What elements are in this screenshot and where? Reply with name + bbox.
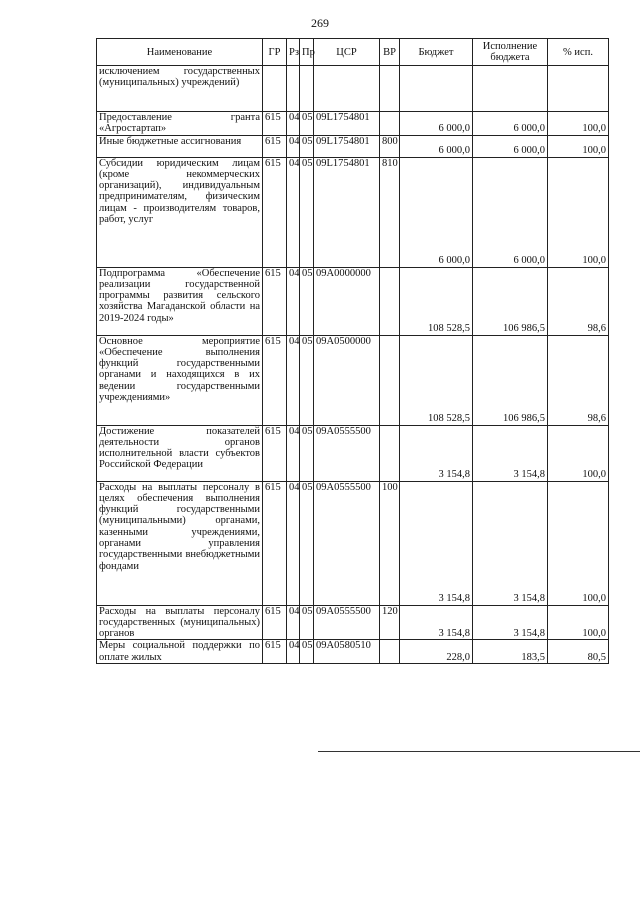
cell-execution: 3 154,8 bbox=[473, 605, 548, 640]
cell-percent: 100,0 bbox=[548, 425, 609, 481]
cell-execution: 106 986,5 bbox=[473, 267, 548, 335]
cell-vr bbox=[380, 640, 400, 664]
cell-gr: 615 bbox=[263, 425, 287, 481]
table-row bbox=[97, 112, 609, 136]
cell-percent: 100,0 bbox=[548, 135, 609, 157]
cell-csr: 09A0580510 bbox=[314, 640, 380, 664]
cell-name: Подпрограмма «Обеспечение реализации государственной программы развития сельского хозяйства Магаданской области на 2019-2024 годы» bbox=[97, 267, 263, 335]
cell-gr: 615 bbox=[263, 157, 287, 267]
cell-name: Субсидии юридическим лицам (кроме некоммерческих организаций), индивидуальным предпринимателям, физическим лицам - производителям товаров, работ, услуг bbox=[97, 157, 263, 267]
cell-vr: 100 bbox=[380, 481, 400, 605]
cell-csr: 09L1754801 bbox=[314, 112, 380, 136]
cell-execution: 6 000,0 bbox=[473, 135, 548, 157]
cell-percent: 98,6 bbox=[548, 335, 609, 425]
cell-pr: 05 bbox=[300, 135, 314, 157]
header-rz: Рз bbox=[287, 39, 300, 66]
cell-pr: 05 bbox=[300, 267, 314, 335]
cell-name: Расходы на выплаты персоналу в целях обеспечения выполнения функций государственными (муниципальными) органами, казенными учреждениями, органами управления государственными внебюджетными фондами bbox=[97, 481, 263, 605]
cell-name: Иные бюджетные ассигнования bbox=[97, 135, 263, 157]
header-percent: % исп. bbox=[548, 39, 609, 66]
cell-vr: 810 bbox=[380, 157, 400, 267]
cell-budget: 3 154,8 bbox=[400, 605, 473, 640]
cell-budget: 3 154,8 bbox=[400, 481, 473, 605]
header-vr: ВР bbox=[380, 39, 400, 66]
cell-csr: 09A0000000 bbox=[314, 267, 380, 335]
cell-budget: 6 000,0 bbox=[400, 135, 473, 157]
cell-gr: 615 bbox=[263, 135, 287, 157]
cell-name: Достижение показателей деятельности органов исполнительной власти субъектов Российской Федерации bbox=[97, 425, 263, 481]
cell-budget: 6 000,0 bbox=[400, 112, 473, 136]
cell-budget bbox=[400, 66, 473, 112]
cell-gr: 615 bbox=[263, 335, 287, 425]
cell-execution: 106 986,5 bbox=[473, 335, 548, 425]
cell-csr: 09L1754801 bbox=[314, 157, 380, 267]
cell-percent: 98,6 bbox=[548, 267, 609, 335]
cell-percent: 100,0 bbox=[548, 157, 609, 267]
header-gr: ГР bbox=[263, 39, 287, 66]
cell-pr: 05 bbox=[300, 605, 314, 640]
header-csr: ЦСР bbox=[314, 39, 380, 66]
cell-vr bbox=[380, 335, 400, 425]
cell-name: Основное мероприятие «Обеспечение выполнения функций государственными органами и находящихся в их ведении государственными учреждениями» bbox=[97, 335, 263, 425]
cell-rz: 04 bbox=[287, 267, 300, 335]
header-budget: Бюджет bbox=[400, 39, 473, 66]
header-name: Наименование bbox=[97, 39, 263, 66]
cell-rz: 04 bbox=[287, 605, 300, 640]
cell-percent: 100,0 bbox=[548, 112, 609, 136]
page-number: 269 bbox=[311, 16, 329, 30]
cell-csr: 09A0555500 bbox=[314, 481, 380, 605]
table-row bbox=[97, 135, 609, 157]
cell-rz: 04 bbox=[287, 335, 300, 425]
table-row bbox=[97, 267, 609, 335]
cell-execution: 183,5 bbox=[473, 640, 548, 664]
table-row bbox=[97, 157, 609, 267]
cell-vr: 120 bbox=[380, 605, 400, 640]
cell-rz: 04 bbox=[287, 135, 300, 157]
cell-csr bbox=[314, 66, 380, 112]
table-header-row bbox=[97, 39, 609, 66]
cell-execution: 6 000,0 bbox=[473, 157, 548, 267]
cell-gr: 615 bbox=[263, 640, 287, 664]
footer-divider bbox=[318, 751, 640, 752]
table-row bbox=[97, 335, 609, 425]
cell-csr: 09A0500000 bbox=[314, 335, 380, 425]
cell-percent: 80,5 bbox=[548, 640, 609, 664]
cell-rz: 04 bbox=[287, 481, 300, 605]
cell-rz: 04 bbox=[287, 157, 300, 267]
cell-gr: 615 bbox=[263, 605, 287, 640]
cell-gr: 615 bbox=[263, 481, 287, 605]
cell-vr bbox=[380, 425, 400, 481]
budget-table bbox=[96, 38, 609, 664]
cell-rz bbox=[287, 66, 300, 112]
cell-rz: 04 bbox=[287, 112, 300, 136]
cell-percent: 100,0 bbox=[548, 605, 609, 640]
cell-pr: 05 bbox=[300, 112, 314, 136]
cell-name: Предоставление гранта «Агростартап» bbox=[97, 112, 263, 136]
cell-execution: 6 000,0 bbox=[473, 112, 548, 136]
cell-rz: 04 bbox=[287, 425, 300, 481]
cell-budget: 6 000,0 bbox=[400, 157, 473, 267]
cell-percent: 100,0 bbox=[548, 481, 609, 605]
cell-vr: 800 bbox=[380, 135, 400, 157]
table-row bbox=[97, 481, 609, 605]
cell-rz: 04 bbox=[287, 640, 300, 664]
cell-name: Меры социальной поддержки по оплате жилых bbox=[97, 640, 263, 664]
cell-budget: 108 528,5 bbox=[400, 335, 473, 425]
cell-pr: 05 bbox=[300, 481, 314, 605]
cell-vr bbox=[380, 267, 400, 335]
cell-name: Расходы на выплаты персоналу государственных (муниципальных) органов bbox=[97, 605, 263, 640]
cell-execution: 3 154,8 bbox=[473, 425, 548, 481]
table-row bbox=[97, 66, 609, 112]
cell-pr: 05 bbox=[300, 425, 314, 481]
cell-execution bbox=[473, 66, 548, 112]
cell-pr bbox=[300, 66, 314, 112]
cell-csr: 09A0555500 bbox=[314, 605, 380, 640]
cell-csr: 09L1754801 bbox=[314, 135, 380, 157]
cell-pr: 05 bbox=[300, 335, 314, 425]
header-execution: Исполнение бюджета bbox=[473, 39, 548, 66]
cell-budget: 228,0 bbox=[400, 640, 473, 664]
cell-pr: 05 bbox=[300, 157, 314, 267]
table-row bbox=[97, 425, 609, 481]
cell-gr bbox=[263, 66, 287, 112]
table-row bbox=[97, 605, 609, 640]
cell-vr bbox=[380, 66, 400, 112]
header-pr: Пр bbox=[300, 39, 314, 66]
cell-percent bbox=[548, 66, 609, 112]
cell-pr: 05 bbox=[300, 640, 314, 664]
cell-vr bbox=[380, 112, 400, 136]
cell-gr: 615 bbox=[263, 267, 287, 335]
cell-name: исключением государственных (муниципальных) учреждений) bbox=[97, 66, 263, 112]
cell-csr: 09A0555500 bbox=[314, 425, 380, 481]
cell-execution: 3 154,8 bbox=[473, 481, 548, 605]
cell-budget: 108 528,5 bbox=[400, 267, 473, 335]
cell-budget: 3 154,8 bbox=[400, 425, 473, 481]
cell-gr: 615 bbox=[263, 112, 287, 136]
table-row bbox=[97, 640, 609, 664]
